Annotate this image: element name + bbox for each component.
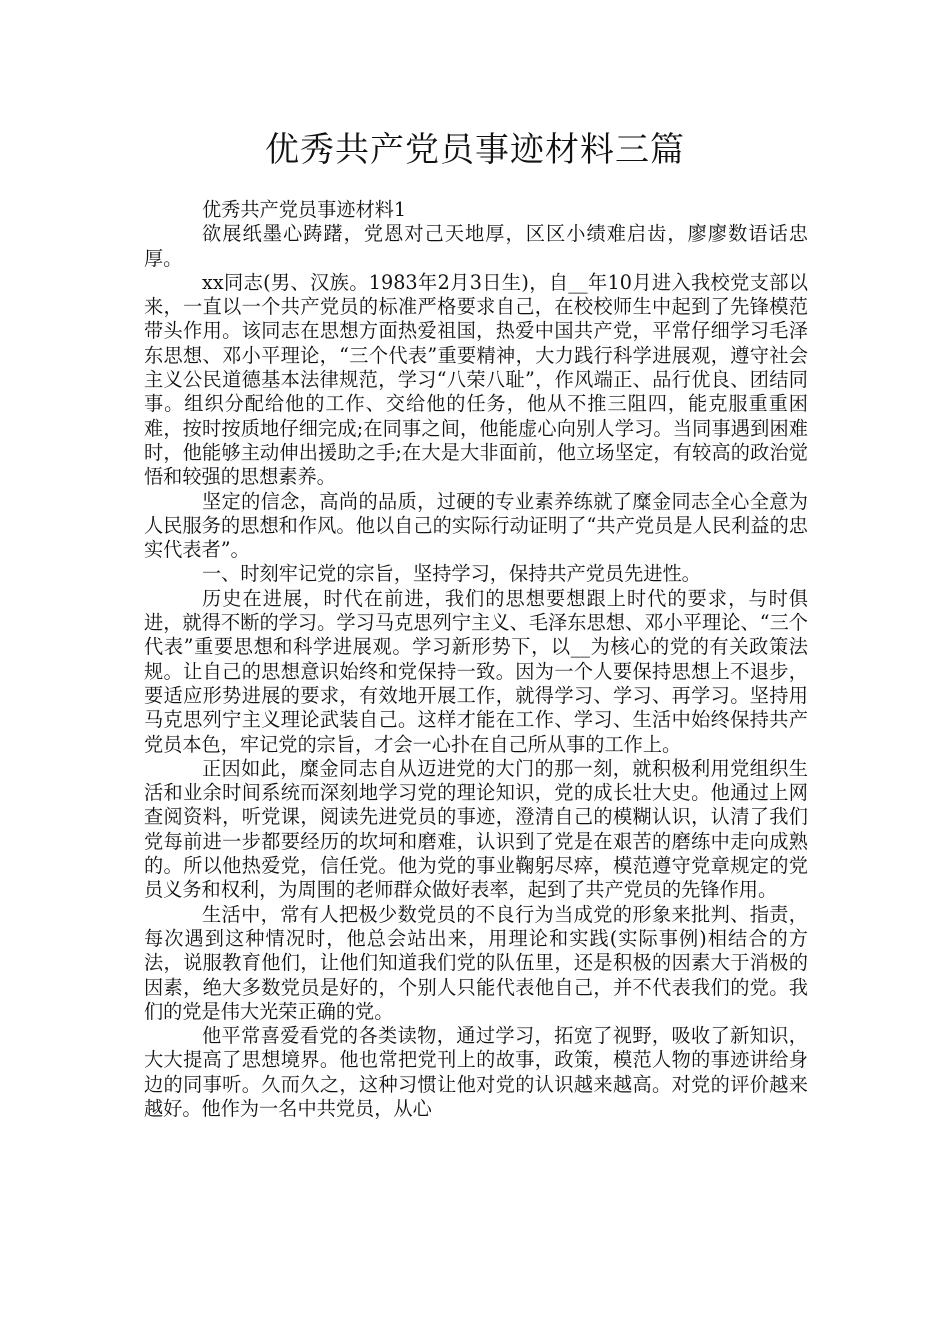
paragraph: xx同志(男、汉族。1983年2月3日生)，自__年10月进入我校党支部以来，一直以一个共产党员的标准严格要求自己，在校校师生中起到了先锋模范带头作用。该同志在思想方面热爱祖国，热爱中国共产党，平常仔细学习毛泽东思想、邓小平理论，“三个代表”重要精神，大力践行科学进展观，遵守社会主义公民道德基本法律规范，学习“八荣八耻”，作风端正、品行优良、团结同事。组织分配给他的工作、交给他的任务，他从不推三阻四，能克服重重困难，按时按质地仔细完成;在同事之间，他能虚心向别人学习。当同事遇到困难时，他能够主动伸出援助之手;在大是大非面前，他立场坚定，有较高的政治觉悟和较强的思想素养。	[144, 270, 808, 489]
document-title: 优秀共产党员事迹材料三篇	[265, 130, 685, 170]
paragraph: 生活中，常有人把极少数党员的不良行为当成党的形象来批判、指责，每次遇到这种情况时，他总会站出来，用理论和实践(实际事例)相结合的方法，说服教育他们，让他们知道我们党的队伍里，还是积极的因素大于消极的因素，绝大多数党员是好的，个别人只能代表他自己，并不代表我们的党。我们的党是伟大光荣正确的党。	[144, 902, 808, 1023]
paragraph: 他平常喜爱看党的各类读物，通过学习，拓宽了视野，吸收了新知识，大大提高了思想境界。他也常把党刊上的故事，政策，模范人物的事迹讲给身边的同事听。久而久之，这种习惯让他对党的认识越来越高。对党的评价越来越好。他作为一名中共党员，从心	[144, 1024, 808, 1120]
paragraph: 坚定的信念，高尚的品质，过硬的专业素养练就了糜金同志全心全意为人民服务的思想和作风。他以自己的实际行动证明了“共产党员是人民利益的忠实代表者”。	[144, 489, 808, 562]
document-body	[144, 198, 808, 1121]
paragraph: 历史在进展，时代在前进，我们的思想要想跟上时代的要求，与时俱进，就得不断的学习。学习马克思列宁主义、毛泽东思想、邓小平理论、“三个代表”重要思想和科学进展观。学习新形势下，以__为核心的党的有关政策法规。让自己的思想意识始终和党保持一致。因为一个人要保持思想上不退步，要适应形势进展的要求，有效地开展工作，就得学习、学习、再学习。坚持用马克思列宁主义理论武装自己。这样才能在工作、学习、生活中始终保持共产党员本色，牢记党的宗旨，才会一心扑在自己所从事的工作上。	[144, 586, 808, 756]
section-subheading: 一、时刻牢记党的宗旨，坚持学习，保持共产党员先进性。	[202, 562, 701, 586]
paragraph: 欲展纸墨心踌躇，党恩对己天地厚，区区小绩难启齿，廖廖数语话忠厚。	[144, 222, 808, 270]
paragraph: 正因如此，糜金同志自从迈进党的大门的那一刻，就积极利用党组织生活和业余时间系统而深刻地学习党的理论知识，党的成长壮大史。他通过上网查阅资料，听党课，阅读先进党员的事迹，澄清自己的模糊认识，认清了我们党每前进一步都要经历的坎坷和磨难，认识到了党是在艰苦的磨练中走向成熟的。所以他热爱党，信任党。他为党的事业鞠躬尽瘁，模范遵守党章规定的党员义务和权利，为周围的老师群众做好表率，起到了共产党员的先锋作用。	[144, 756, 808, 902]
section-heading: 优秀共产党员事迹材料1	[202, 198, 407, 221]
